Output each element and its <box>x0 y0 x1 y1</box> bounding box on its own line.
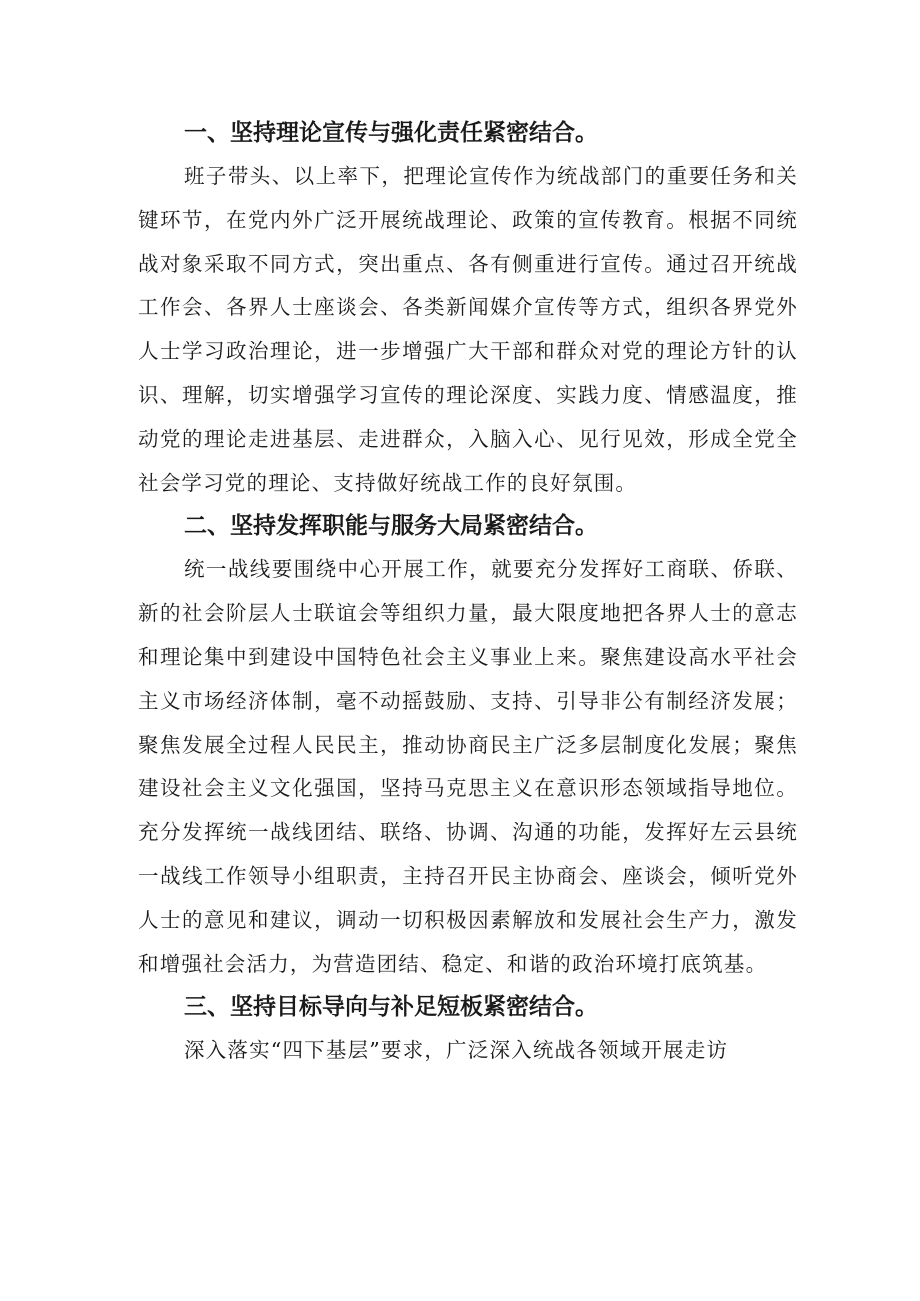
section-3-body: 深入落实“四下基层”要求，广泛深入统战各领域开展走访 <box>184 1038 729 1063</box>
section-3-heading: 三、坚持目标导向与补足短板紧密结合。 <box>184 994 598 1021</box>
section-2-body: 统一战线要围绕中心开展工作，就要充分发挥好工商联、侨联、新的社会阶层人士联谊会等组织力量，最大限度地把各界人士的意志和理论集中到建设中国特色社会主义事业上来。聚焦建设高水平社会主义市场经济体制，毫不动摇鼓励、支持、引导非公有制经济发展；聚焦发展全过程人民民主，推动协商民主广泛多层制度化发展；聚焦建设社会主义文化强国，坚持马克思主义在意识形态领域指导地位。充分发挥统一战线团结、联络、协调、沟通的功能，发挥好左云县统一战线工作领导小组职责，主持召开民主协商会、座谈会，倾听党外人士的意见和建议，调动一切积极因素解放和发展社会生产力，激发和增强社会活力，为营造团结、稳定、和谐的政治环境打底筑基。 <box>138 557 798 976</box>
document-page <box>138 112 798 1073</box>
section-1-body: 班子带头、以上率下，把理论宣传作为统战部门的重要任务和关键环节，在党内外广泛开展统战理论、政策的宣传教育。根据不同统战对象采取不同方式，突出重点、各有侧重进行宣传。通过召开统战工作会、各界人士座谈会、各类新闻媒介宣传等方式，组织各界党外人士学习政治理论，进一步增强广大干部和群众对党的理论方针的认识、理解，切实增强学习宣传的理论深度、实践力度、情感温度，推动党的理论走进基层、走进群众，入脑入心、见行见效，形成全党全社会学习党的理论、支持做好统战工作的良好氛围。 <box>138 164 798 495</box>
section-2-heading: 二、坚持发挥职能与服务大局紧密结合。 <box>184 513 598 540</box>
section-1-heading: 一、坚持理论宣传与强化责任紧密结合。 <box>184 120 598 146</box>
